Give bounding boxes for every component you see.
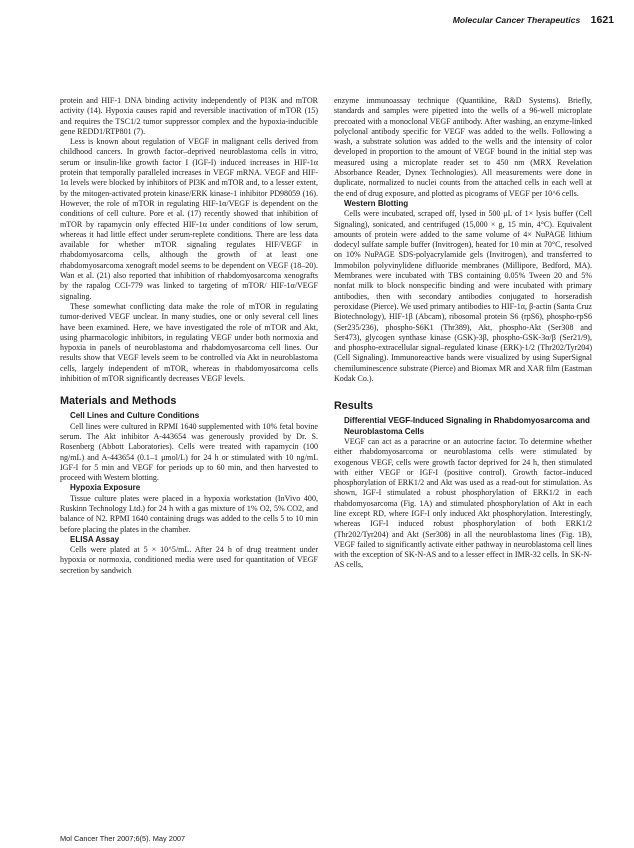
subsection-heading: Cell Lines and Culture Conditions <box>70 411 200 421</box>
subsection-heading: Western Blotting <box>344 198 409 208</box>
page-number: 1621 <box>590 14 614 26</box>
body-paragraph: These somewhat conflicting data make the role of mTOR in regulating tumor-derived VEGF unclear. In many studies, one or only several cell lines have been examined. Here, we have investigated the role of mTOR and Akt, using pharmacologic inhibitors, in regulating VEGF under both normoxia and hypoxia in panels of neuroblastoma and rhabdomyosarcoma cell lines. Our results show that VEGF levels seem to be controlled via Akt in neuroblastoma cells, largely independent of mTOR, whereas in rhabdomyosarcoma cells inhibition of mTOR significantly decreases VEGF levels. <box>60 301 318 384</box>
body-paragraph: Cells were plated at 5 × 10^5/mL. After 24 h of drug treatment under hypoxia or normoxia, conditioned media were used for quantitation of VEGF secretion by sandwich <box>60 545 318 575</box>
left-column <box>60 96 318 576</box>
subsection-heading: Hypoxia Exposure <box>70 483 141 493</box>
page-footer: Mol Cancer Ther 2007;6(5). May 2007 <box>60 834 186 843</box>
section-heading-methods: Materials and Methods <box>60 395 177 408</box>
body-paragraph: Tissue culture plates were placed in a hypoxia workstation (InVivo 400, Ruskinn Technology Ltd.) for 24 h with a gas mixture of 1% O2, 5% CO2, and balance of N2. RPMI 1640 containing drugs was added to the cells 5 to 10 min before placing the plates in the chamber. <box>60 493 318 534</box>
body-paragraph: protein and HIF-1 DNA binding activity independently of PI3K and mTOR activity (14). Hypoxia causes rapid and reversible inactivation of mTOR (15) and requires the TSC1/2 tumor suppressor complex and the hypoxia-inducible gene REDD1/RTP801 (7). <box>60 96 318 136</box>
right-column <box>334 96 592 571</box>
body-paragraph: VEGF can act as a paracrine or an autocrine factor. To determine whether either rhabdomyosarcoma or neuroblastoma cells were stimulated by exogenous VEGF, cells were growth factor deprived for 24 h, then stimulated with either VEGF or IGF-I (positive control). Growth factor–induced phosphorylation of ERK1/2 and Akt was used as a read-out for stimulation. As shown, IGF-I stimulated a robust phosphorylation of ERK1/2 in each rhabdomyosarcoma (Fig. 1A) and stimulated phosphorylation of Akt in each line except RD, where IGF-I only induced Akt phosphorylation. Interestingly, whereas IGF-I induced robust phosphorylation of both ERK1/2 (Thr202/Tyr204) and Akt (Ser308) in all the neuroblastoma lines (Fig. 1B), VEGF failed to significantly activate either pathway in neuroblastoma cell lines with the exception of SK-N-AS and to a lesser effect in IMR-32 cells. In SK-N-AS cells, <box>334 436 592 570</box>
running-header <box>60 14 614 28</box>
subsection-heading: Differential VEGF-Induced Signaling in Rhabdomyosarcoma and Neuroblastoma Cells <box>344 416 590 436</box>
body-paragraph: Cells were incubated, scraped off, lysed in 500 μL of 1× lysis buffer (Cell Signaling), sonicated, and centrifuged (15,000 × g, 15 min, 4°C). Equivalent amounts of protein were added to the same volume of 4× NuPAGE lithium dodecyl sulfate sample buffer (Invitrogen), heated for 10 min at 70°C, resolved on 10% NuPAGE SDS-polyacrylamide gels (Invitrogen), and transferred to Immobilon polyvinylidene difluoride membranes (Millipore, Bedford, MA). Membranes were incubated with TBS containing 0.05% Tween 20 and 5% nonfat milk to block nonspecific binding and were incubated with primary antibodies, then with secondary antibodies conjugated to horseradish peroxidase (Pierce). We used primary antibodies to HIF-1α, β-actin (Santa Cruz Biotechnology), HIF-1β (Abcam), ribosomal protein S6 (rpS6), phospho-rpS6 (Ser235/236), phospho-S6K1 (Thr389), Akt, phospho-Akt (Ser308 and Ser473), glycogen synthase kinase (GSK)-3β, phospho-GSK-3α/β (Ser21/9), and phospho-extracellular signal–regulated kinase (ERK)-1/2 (Thr202/Tyr204) (Cell Signaling). Immunoreactive bands were visualized by using SuperSignal chemiluminescence substrate (Pierce) and Biomax MR and XAR film (Eastman Kodak Co.). <box>334 209 592 384</box>
journal-title: Molecular Cancer Therapeutics <box>452 15 581 25</box>
body-paragraph: Less is known about regulation of VEGF in malignant cells derived from childhood cancers. In growth factor–deprived neuroblastoma cells in vitro, serum or insulin-like growth factor I (IGF-I) induced increases in HIF-1α protein that temporally paralleled increases in VEGF mRNA. VEGF and HIF-1α levels were blocked by inhibitors of PI3K and mTOR and, to a lesser extent, by the mitogen-activated protein kinase/ERK kinase-1 inhibitor PD98059 (16). However, the role of mTOR in regulating HIF-1α/VEGF is dependent on the conditions of cell culture. Pore et al. (17) recently showed that inhibition of mTOR by rapamycin only effected HIF-1α under conditions of low serum, whereas it had little effect under serum-replete conditions. There are less data available for whether mTOR signaling regulates HIF/VEGF in rhabdomyosarcoma cells, although the growth of at least one rhabdomyosarcoma xenograft model seems to be dependent on VEGF (18–20). Wan et al. (21) also reported that inhibition of rhabdomyosarcoma xenografts by the rapalog CCI-779 was linked to targeting of mTOR/ HIF-1α/VEGF signaling. <box>60 137 318 301</box>
section-heading-results: Results <box>334 400 374 413</box>
body-paragraph: enzyme immunoassay technique (Quantikine, R&D Systems). Briefly, standards and samples were pipetted into the wells of a 96-well microplate precoated with a monoclonal VEGF antibody. After washing, an enzyme-linked polyclonal antibody specific for VEGF was added to the wells. Following a wash, a substrate solution was added to the wells and the intensity of color developed in proportion to the amount of VEGF bound in the initial step was measured using a microplate reader set to 450 nm (MRX Revelation Absorbance Reader, Dynex Technologies). All measurements were done in duplicate, normalized to nuclei counts from the attached cells in each well at the end of drug exposure, and plotted as picograms of VEGF per 10^6 cells. <box>334 96 592 198</box>
subsection-heading: ELISA Assay <box>70 534 120 544</box>
body-paragraph: Cell lines were cultured in RPMI 1640 supplemented with 10% fetal bovine serum. The Akt inhibitor A-443654 was generously provided by Dr. S. Rosenberg (Abbott Laboratories). Cells were treated with rapamycin (100 ng/mL) and A-443654 (0.1–1 μmol/L) for 24 h or stimulated with 10 ng/mL IGF-I for 5 min and VEGF for periods up to 60 min, and then harvested to proceed with Western blotting. <box>60 421 318 483</box>
